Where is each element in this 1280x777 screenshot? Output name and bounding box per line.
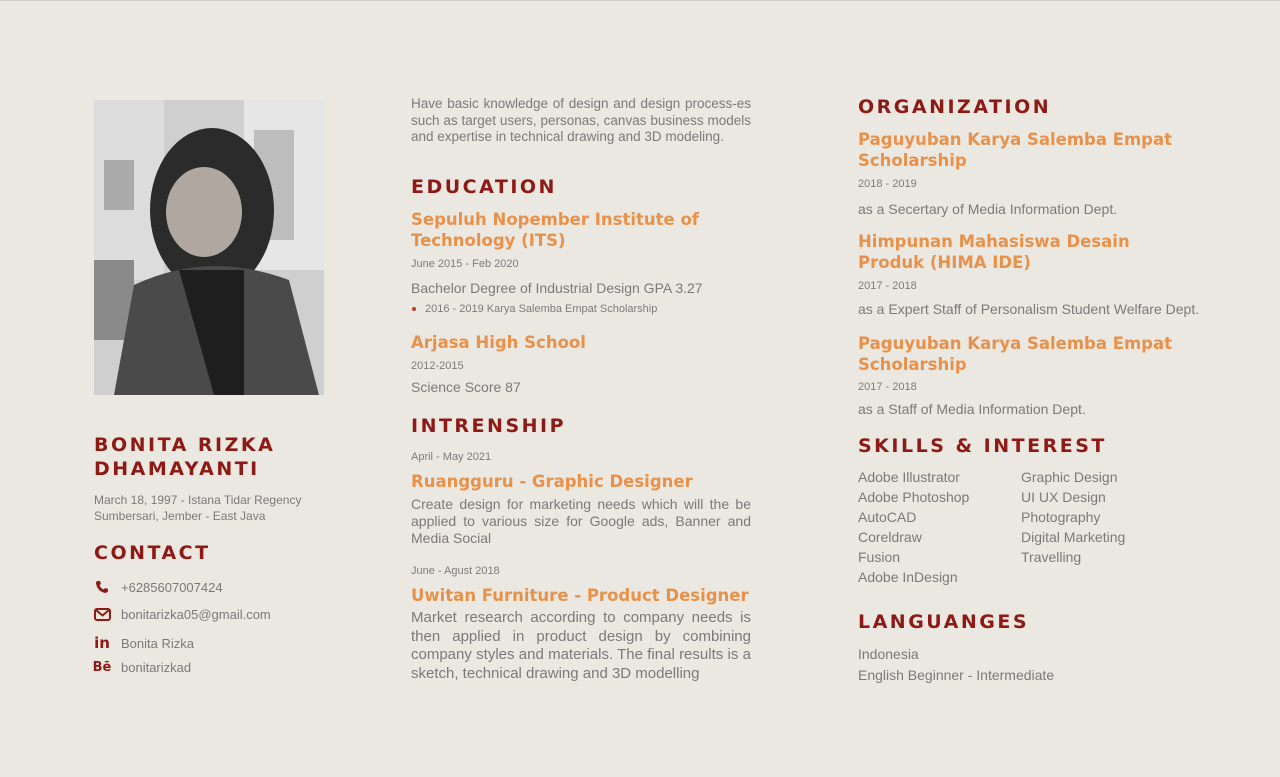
phone-icon <box>92 579 112 595</box>
internship-period-2: June - Agust 2018 <box>411 565 500 577</box>
education-school-1: Sepuluh Nopember Institute of Technology (ITS) <box>411 210 699 250</box>
behance-icon <box>92 659 112 675</box>
organization-name-3: Paguyuban Karya Salemba Empat Scholarship <box>858 334 1173 374</box>
contact-heading: CONTACT <box>94 542 211 564</box>
education-period-2: 2012-2015 <box>411 360 464 372</box>
email-address: bonitarizka05@gmail.com <box>121 606 271 622</box>
organization-role-1: as a Secertary of Media Information Dept. <box>858 201 1118 217</box>
profile-name <box>94 433 275 481</box>
internship-desc-2: Market research according to company needs is then applied in product design by combining company styles and materials. The final results is a sketch, technical drawing and 3D modelling <box>411 609 751 682</box>
language-item: English Beginner - Intermediate <box>858 666 1055 683</box>
organization-role-3: as a Staff of Media Information Dept. <box>858 401 1086 417</box>
birth-info <box>94 492 301 524</box>
organization-period-2: 2017 - 2018 <box>858 280 917 292</box>
bullet-dot <box>412 307 416 311</box>
linkedin-handle: Bonita Rizka <box>121 635 194 651</box>
internship-heading: INTRENSHIP <box>411 415 567 437</box>
language-item: Indonesia <box>858 646 919 662</box>
birth-line-1: March 18, 1997 - Istana Tidar Regency <box>94 493 302 507</box>
skills-grid <box>858 469 1171 585</box>
organization-period-1: 2018 - 2019 <box>858 178 917 190</box>
behance-glyph: Bē <box>92 659 112 675</box>
phone-number: +6285607007424 <box>121 579 223 595</box>
interest-item: Travelling <box>1021 549 1082 565</box>
contact-linkedin[interactable] <box>92 635 194 651</box>
name-last: DHAMAYANTI <box>94 458 260 480</box>
organization-heading: ORGANIZATION <box>858 96 1052 118</box>
skill-item: Coreldraw <box>858 529 922 545</box>
profile-photo <box>94 100 324 395</box>
skills-heading: SKILLS & INTEREST <box>858 435 1107 457</box>
mail-icon <box>92 606 112 622</box>
birth-line-2: Sumbersari, Jember - East Java <box>94 509 266 523</box>
internship-period-1: April - May 2021 <box>411 451 492 463</box>
education-school-2: Arjasa High School <box>411 333 586 352</box>
organization-role-2: as a Expert Staff of Personalism Student Welfare Dept. <box>858 301 1200 317</box>
education-bullet-1 <box>411 303 657 315</box>
internship-title-2: Uwitan Furniture - Product Designer <box>411 586 749 605</box>
organization-period-3: 2017 - 2018 <box>858 381 917 393</box>
contact-phone[interactable] <box>92 579 223 595</box>
skill-item: Adobe Illustrator <box>858 469 960 485</box>
skill-item: AutoCAD <box>858 509 917 525</box>
education-detail-2: Science Score 87 <box>411 379 521 395</box>
name-first: BONITA RIZKA <box>94 434 276 456</box>
internship-desc-1: Create design for marketing needs which will the be applied to various size for Google ads, Banner and Media Social <box>411 496 751 546</box>
education-heading: EDUCATION <box>411 176 557 198</box>
interest-item: UI UX Design <box>1021 489 1106 505</box>
interest-item: Graphic Design <box>1021 469 1118 485</box>
contact-behance[interactable] <box>92 659 191 675</box>
linkedin-icon <box>92 635 112 651</box>
skill-item: Adobe InDesign <box>858 569 958 585</box>
profile-summary: Have basic knowledge of design and design process-es such as target users, personas, canvas business models and expertise in technical drawing and 3D modeling. <box>411 96 751 144</box>
languages-heading: LANGUANGES <box>858 611 1030 633</box>
interest-item: Digital Marketing <box>1021 529 1126 545</box>
behance-handle: bonitarizkad <box>121 659 192 675</box>
skill-item: Fusion <box>858 549 901 565</box>
education-period-1: June 2015 - Feb 2020 <box>411 258 519 270</box>
interest-item: Photography <box>1021 509 1101 525</box>
organization-name-1: Paguyuban Karya Salemba Empat Scholarship <box>858 130 1173 170</box>
contact-email[interactable] <box>92 606 271 622</box>
languages-list <box>858 644 1054 685</box>
organization-name-2: Himpunan Mahasiswa Desain Produk (HIMA IDE) <box>858 232 1130 272</box>
bullet-text: 2016 - 2019 Karya Salemba Empat Scholarship <box>425 303 658 315</box>
internship-title-1: Ruangguru - Graphic Designer <box>411 472 693 491</box>
education-detail-1: Bachelor Degree of Industrial Design GPA 3.27 <box>411 280 703 296</box>
linkedin-glyph: in <box>94 634 110 652</box>
skill-item: Adobe Photoshop <box>858 489 970 505</box>
